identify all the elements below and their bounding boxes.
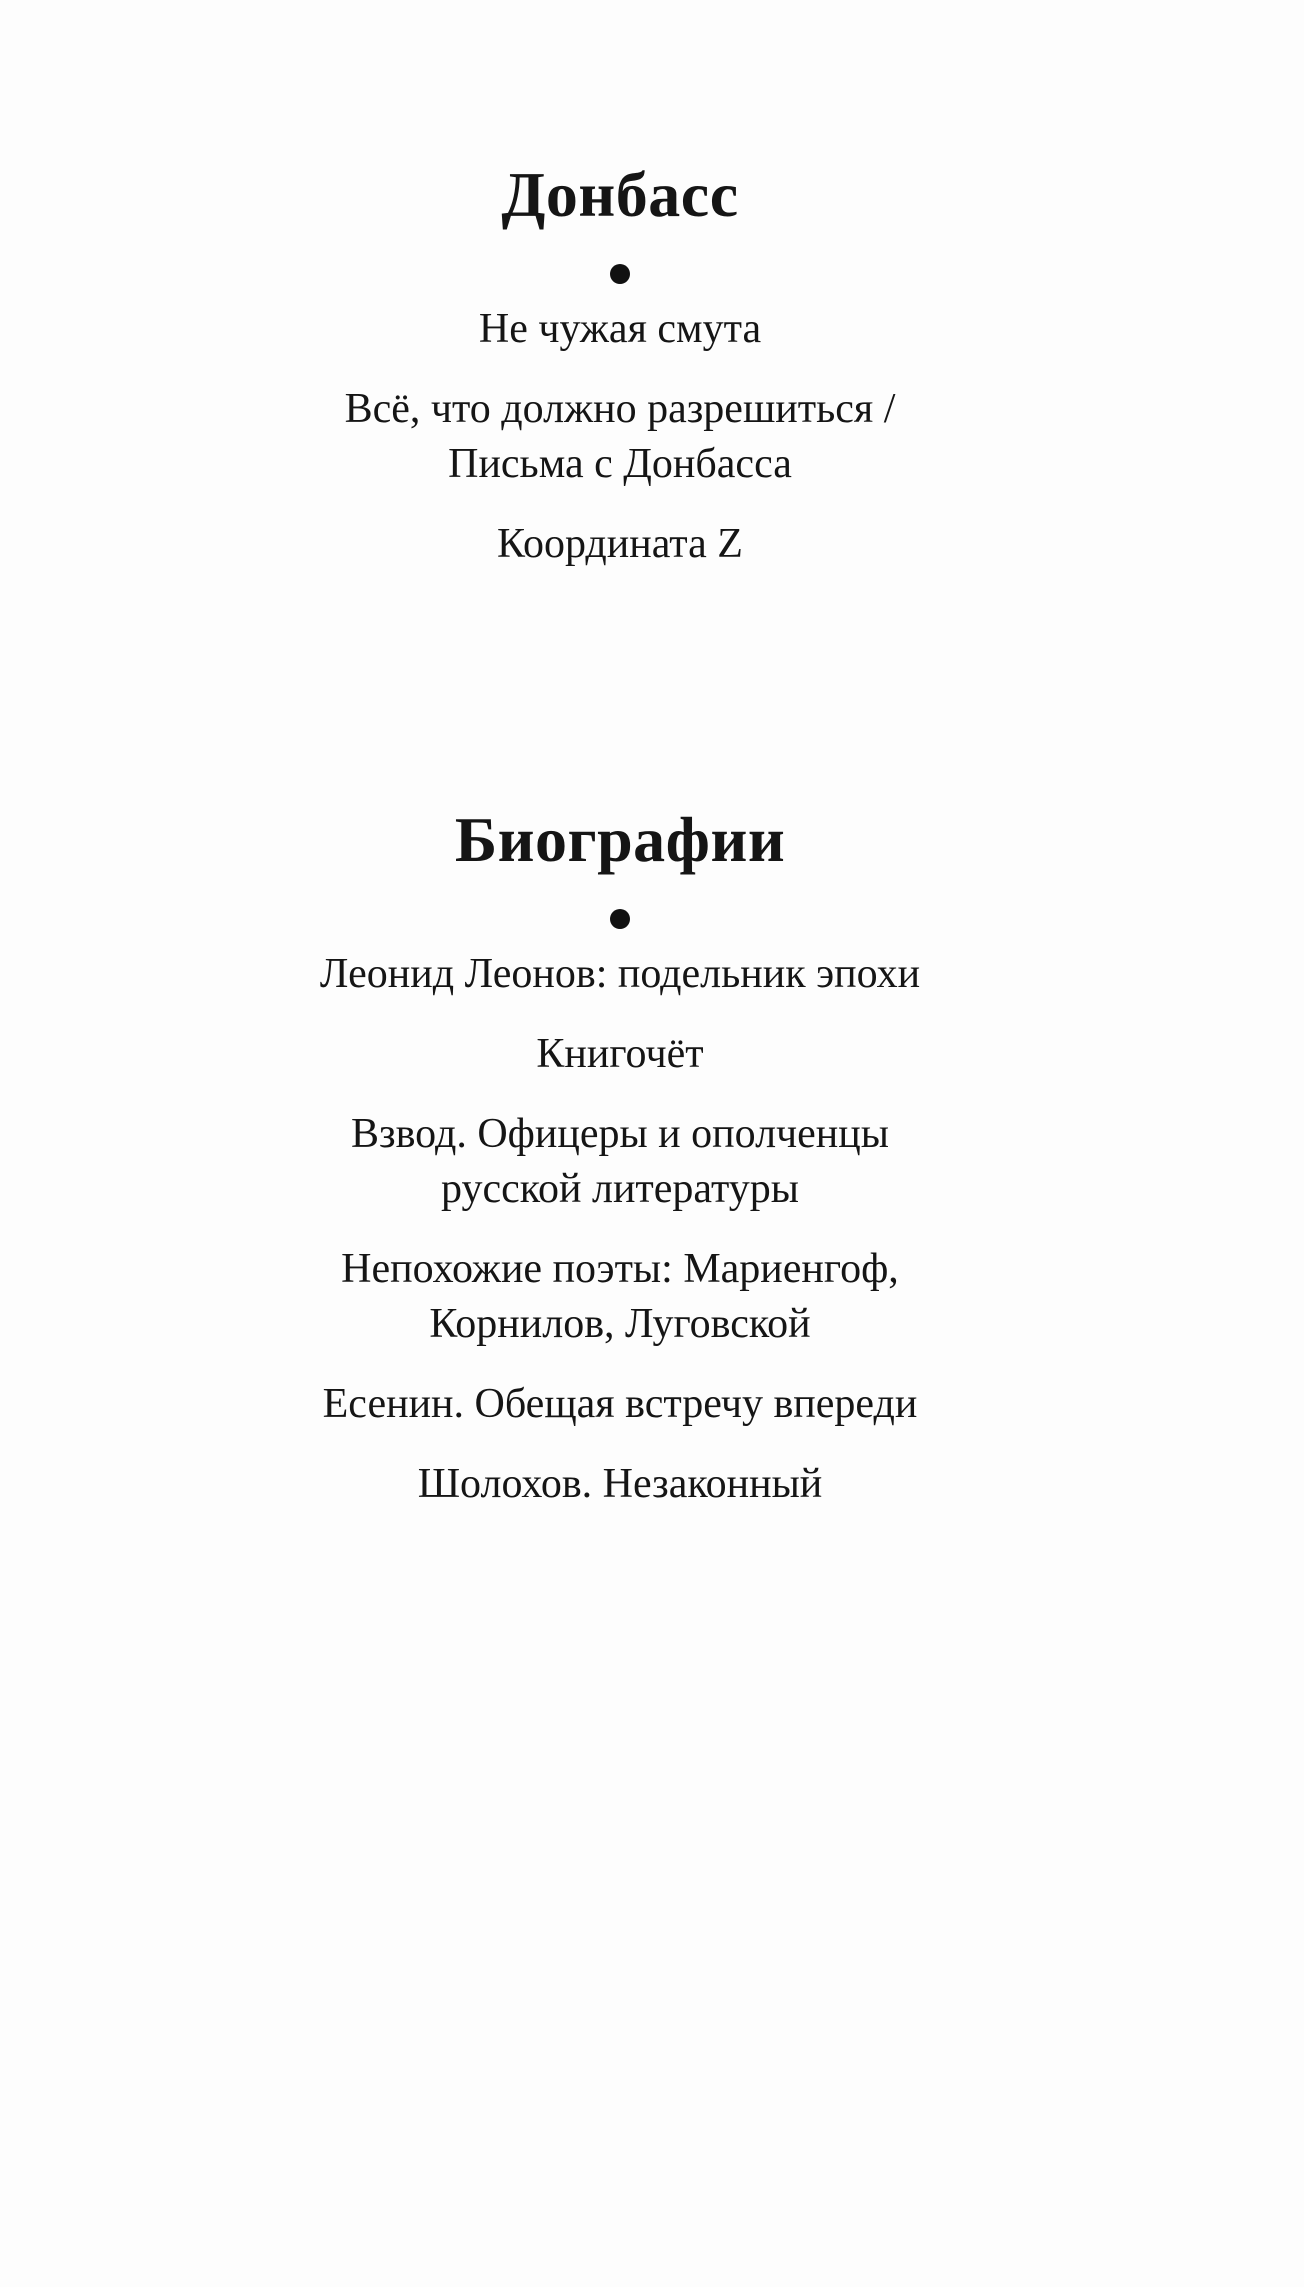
book-item: [200, 382, 1040, 492]
book-item: [200, 1107, 1040, 1217]
section-biographies: [200, 795, 1040, 1537]
bullet-icon: [610, 264, 630, 284]
section-donbass: [200, 150, 1040, 597]
book-item: [200, 947, 1040, 1002]
book-title-line: Координата Z: [497, 521, 743, 567]
book-list: [200, 302, 1040, 572]
book-item: [200, 1377, 1040, 1432]
book-title-line: Леонид Леонов: подельник эпохи: [319, 951, 921, 997]
book-title-line: Есенин. Обещая встречу впереди: [322, 1381, 918, 1427]
book-list: [200, 947, 1040, 1512]
section-title: Донбасс: [501, 159, 739, 230]
bullet-icon: [610, 909, 630, 929]
book-title-line: Письма с Донбасса: [448, 441, 792, 487]
book-title-line: Книгочёт: [536, 1031, 704, 1077]
section-title: Биографии: [454, 804, 786, 875]
book-item: [200, 302, 1040, 357]
book-item: [200, 1457, 1040, 1512]
book-title-line: Всё, что должно разрешиться /: [344, 386, 896, 432]
book-item: [200, 517, 1040, 572]
book-title-line: Шолохов. Незаконный: [417, 1461, 823, 1507]
book-item: [200, 1027, 1040, 1082]
book-title-line: Корнилов, Луговской: [429, 1301, 811, 1347]
book-title-line: Не чужая смута: [478, 306, 762, 352]
book-title-line: Взвод. Офицеры и ополченцы: [351, 1111, 889, 1157]
book-item: [200, 1242, 1040, 1352]
book-title-line: Непохожие поэты: Мариенгоф,: [341, 1246, 899, 1292]
book-title-line: русской литературы: [441, 1166, 799, 1212]
